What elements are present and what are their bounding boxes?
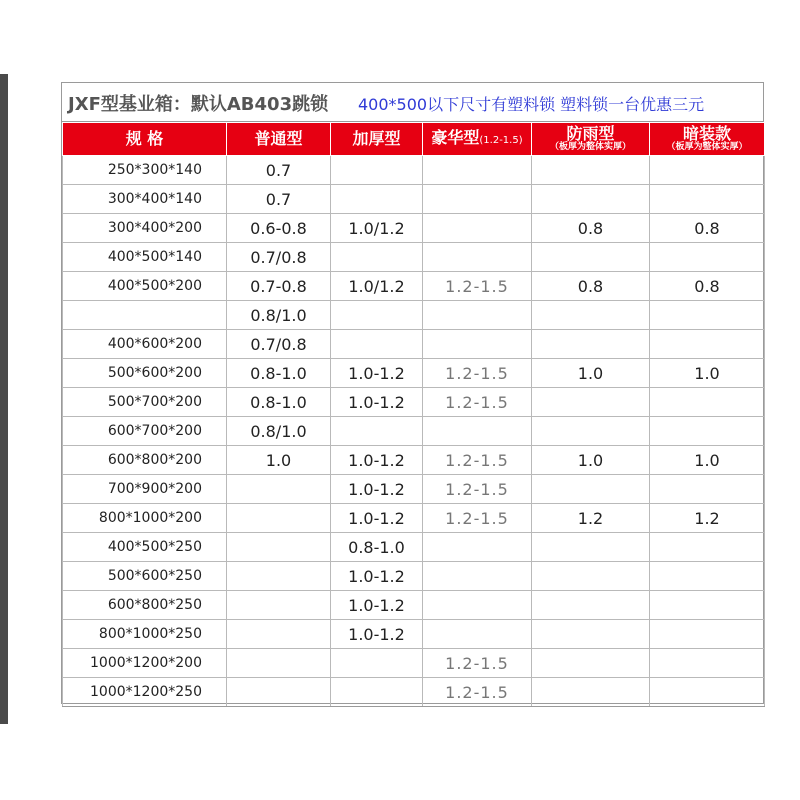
header-deluxe (423, 123, 532, 156)
cell-thick: 1.0-1.2 (331, 591, 423, 620)
cell-standard (227, 533, 331, 562)
cell-concealed: 1.0 (650, 446, 765, 475)
cell-deluxe: 1.2-1.5 (423, 475, 532, 504)
cell-spec: 500*600*200 (63, 359, 227, 388)
cell-rainproof: 0.8 (532, 214, 650, 243)
table-row (63, 272, 765, 301)
cell-rainproof (532, 156, 650, 185)
table-row (63, 678, 765, 707)
cell-rainproof (532, 243, 650, 272)
cell-concealed (650, 475, 765, 504)
cell-rainproof (532, 591, 650, 620)
cell-thick: 1.0/1.2 (331, 214, 423, 243)
table-row (63, 417, 765, 446)
cell-deluxe: 1.2-1.5 (423, 272, 532, 301)
cell-rainproof (532, 678, 650, 707)
cell-thick (331, 678, 423, 707)
table-body (63, 156, 765, 707)
cell-standard: 0.7 (227, 156, 331, 185)
cell-standard (227, 504, 331, 533)
cell-thick: 1.0-1.2 (331, 620, 423, 649)
cell-thick: 1.0-1.2 (331, 504, 423, 533)
cell-thick: 1.0-1.2 (331, 388, 423, 417)
cell-standard (227, 591, 331, 620)
cell-spec: 1000*1200*200 (63, 649, 227, 678)
cell-concealed (650, 243, 765, 272)
cell-concealed (650, 156, 765, 185)
cell-concealed: 1.2 (650, 504, 765, 533)
header-concealed: 暗装款 （板厚为整体实厚） (650, 123, 765, 156)
cell-rainproof: 1.0 (532, 359, 650, 388)
header-rainproof-note: （板厚为整体实厚） (549, 141, 631, 152)
cell-spec: 250*300*140 (63, 156, 227, 185)
cell-standard (227, 562, 331, 591)
cell-rainproof (532, 562, 650, 591)
table-row (63, 591, 765, 620)
cell-standard (227, 649, 331, 678)
cell-deluxe: 1.2-1.5 (423, 678, 532, 707)
cell-spec: 800*1000*250 (63, 620, 227, 649)
cell-concealed (650, 591, 765, 620)
cell-thick (331, 649, 423, 678)
page-title: JXF型基业箱：默认AB403跳锁 (68, 94, 329, 115)
cell-rainproof: 1.2 (532, 504, 650, 533)
cell-spec: 400*500*140 (63, 243, 227, 272)
cell-thick: 1.0/1.2 (331, 272, 423, 301)
cell-standard: 0.8/1.0 (227, 417, 331, 446)
cell-spec: 300*400*200 (63, 214, 227, 243)
table-row (63, 156, 765, 185)
cell-concealed (650, 388, 765, 417)
cell-standard: 1.0 (227, 446, 331, 475)
cell-spec: 700*900*200 (63, 475, 227, 504)
cell-spec: 600*800*200 (63, 446, 227, 475)
cell-deluxe (423, 301, 532, 330)
header-concealed-note: （板厚为整体实厚） (666, 141, 748, 152)
table-row (63, 533, 765, 562)
cell-deluxe: 1.2-1.5 (423, 504, 532, 533)
cell-standard: 0.7/0.8 (227, 243, 331, 272)
cell-spec: 400*500*250 (63, 533, 227, 562)
cell-deluxe (423, 417, 532, 446)
cell-standard: 0.8/1.0 (227, 301, 331, 330)
cell-thick: 0.8-1.0 (331, 533, 423, 562)
cell-rainproof: 0.8 (532, 272, 650, 301)
cell-rainproof (532, 475, 650, 504)
cell-standard (227, 678, 331, 707)
cell-deluxe: 1.2-1.5 (423, 446, 532, 475)
cell-rainproof (532, 620, 650, 649)
cell-standard (227, 475, 331, 504)
cell-spec: 1000*1200*250 (63, 678, 227, 707)
header-thick: 加厚型 (331, 123, 423, 156)
cell-concealed: 0.8 (650, 272, 765, 301)
cell-concealed (650, 417, 765, 446)
cell-thick (331, 301, 423, 330)
table-row (63, 359, 765, 388)
cell-standard: 0.8-1.0 (227, 388, 331, 417)
cell-spec: 300*400*140 (63, 185, 227, 214)
cell-deluxe (423, 330, 532, 359)
cell-standard: 0.7 (227, 185, 331, 214)
cell-deluxe (423, 156, 532, 185)
cell-deluxe (423, 214, 532, 243)
table-row (63, 562, 765, 591)
title-bar (62, 83, 763, 122)
cell-deluxe: 1.2-1.5 (423, 359, 532, 388)
cell-rainproof (532, 649, 650, 678)
table-row (63, 620, 765, 649)
cell-concealed (650, 301, 765, 330)
table-row (63, 649, 765, 678)
cell-standard (227, 620, 331, 649)
table-row (63, 330, 765, 359)
table-row (63, 185, 765, 214)
cell-spec: 600*800*250 (63, 591, 227, 620)
cell-concealed: 1.0 (650, 359, 765, 388)
cell-deluxe (423, 185, 532, 214)
cell-thick (331, 185, 423, 214)
cell-concealed (650, 678, 765, 707)
cell-thick: 1.0-1.2 (331, 562, 423, 591)
cell-deluxe: 1.2-1.5 (423, 649, 532, 678)
cell-spec (63, 301, 227, 330)
cell-deluxe (423, 591, 532, 620)
cell-thick: 1.0-1.2 (331, 359, 423, 388)
cell-thick (331, 417, 423, 446)
cell-deluxe (423, 243, 532, 272)
table-header (63, 123, 765, 156)
cell-thick (331, 243, 423, 272)
header-standard: 普通型 (227, 123, 331, 156)
header-deluxe-label: 豪华型 (431, 127, 480, 147)
cell-rainproof (532, 388, 650, 417)
cell-deluxe (423, 562, 532, 591)
cell-standard: 0.7/0.8 (227, 330, 331, 359)
cell-thick (331, 156, 423, 185)
table-row (63, 446, 765, 475)
table-row (63, 243, 765, 272)
spec-table (62, 122, 765, 707)
cell-concealed (650, 649, 765, 678)
table-row (63, 214, 765, 243)
cell-concealed (650, 620, 765, 649)
cell-spec: 600*700*200 (63, 417, 227, 446)
cell-rainproof: 1.0 (532, 446, 650, 475)
cell-rainproof (532, 533, 650, 562)
cell-concealed (650, 330, 765, 359)
left-edge-bar (0, 74, 8, 724)
cell-rainproof (532, 417, 650, 446)
cell-spec: 500*600*250 (63, 562, 227, 591)
cell-spec: 400*600*200 (63, 330, 227, 359)
header-rainproof: 防雨型 （板厚为整体实厚） (532, 123, 650, 156)
table-row (63, 475, 765, 504)
cell-concealed (650, 533, 765, 562)
header-row (63, 123, 765, 156)
table-row (63, 301, 765, 330)
table-row (63, 504, 765, 533)
cell-spec: 800*1000*200 (63, 504, 227, 533)
cell-rainproof (532, 330, 650, 359)
header-spec: 规 格 (63, 123, 227, 156)
title-note: 400*500以下尺寸有塑料锁 塑料锁一台优惠三元 (358, 95, 705, 114)
cell-standard: 0.8-1.0 (227, 359, 331, 388)
cell-spec: 500*700*200 (63, 388, 227, 417)
cell-concealed: 0.8 (650, 214, 765, 243)
cell-concealed (650, 562, 765, 591)
cell-rainproof (532, 301, 650, 330)
cell-thick (331, 330, 423, 359)
cell-standard: 0.7-0.8 (227, 272, 331, 301)
table-row (63, 388, 765, 417)
cell-standard: 0.6-0.8 (227, 214, 331, 243)
cell-deluxe: 1.2-1.5 (423, 388, 532, 417)
cell-deluxe (423, 620, 532, 649)
cell-concealed (650, 185, 765, 214)
cell-thick: 1.0-1.2 (331, 446, 423, 475)
cell-thick: 1.0-1.2 (331, 475, 423, 504)
cell-rainproof (532, 185, 650, 214)
cell-deluxe (423, 533, 532, 562)
header-deluxe-range: (1.2-1.5) (479, 134, 523, 146)
cell-spec: 400*500*200 (63, 272, 227, 301)
